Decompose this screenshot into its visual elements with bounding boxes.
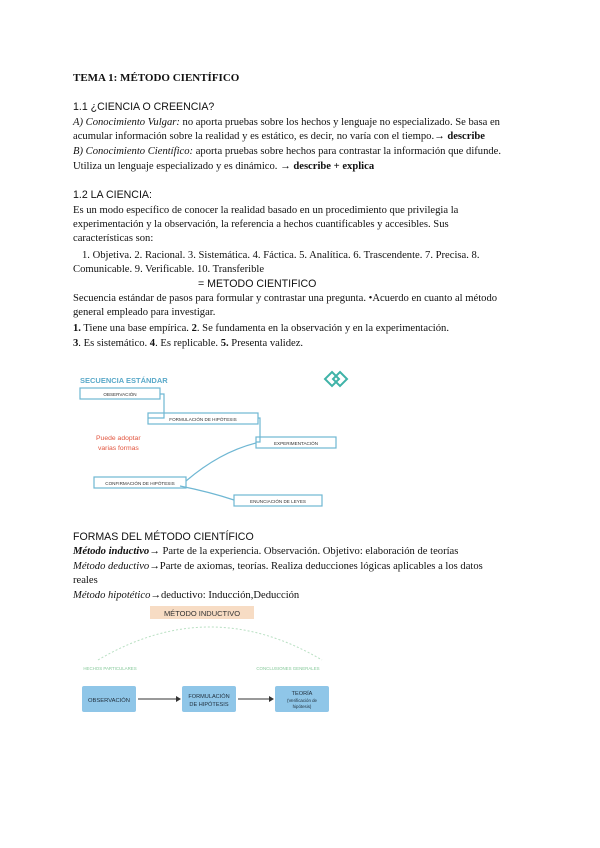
secuencia-paragraph-2: general empleado para investigar. <box>73 307 216 318</box>
arrow-vulgar: → <box>434 131 445 142</box>
ciencia-paragraph-3: características son: <box>73 233 154 244</box>
note-line-1: Puede adoptar <box>96 435 141 442</box>
box-teoria-label-3: hipótesis) <box>292 704 312 709</box>
characteristics-list-1: 1. Objetiva. 2. Racional. 3. Sistemática. 4. Fáctica. 5. Analítica. 6. Trascendente. 7. Precisa. 8. <box>82 250 480 261</box>
feature-number-1: 1. <box>73 323 81 334</box>
step-label-experimentacion: EXPERIMENTACIÓN <box>273 441 319 446</box>
connector-4 <box>180 486 234 500</box>
ciencia-paragraph-1: Es un modo específico de conocer la realidad basado en un procedimiento que privilegia la <box>73 205 459 216</box>
induction-arc <box>98 627 322 660</box>
feature-number-4: 4 <box>149 338 156 349</box>
diamond-logo-icon <box>325 372 347 386</box>
metodo-deductivo-line <box>73 560 483 573</box>
metodo-inductivo-diagram <box>70 602 360 720</box>
label-conclusiones-generales: CONCLUSIONES GENERALES <box>256 666 320 671</box>
metodo-cientifico-label: = METODO CIENTIFICO <box>198 278 317 290</box>
box-formulacion-label-1: FORMULACIÓN <box>188 694 230 700</box>
feature-text-1: Tiene una base empírica. <box>80 323 192 334</box>
note-line-2: varias formas <box>98 445 139 452</box>
diagram2-title: MÉTODO INDUCTIVO <box>163 609 241 618</box>
paragraph-cientifico-2 <box>73 160 374 173</box>
paragraph-vulgar-2 <box>73 130 485 143</box>
text-hipotetico: →deductivo: Inducción,Deducción <box>150 590 300 601</box>
connector-1 <box>148 394 164 418</box>
label-inductivo: Método inductivo <box>73 546 150 557</box>
section-heading-1-2: 1.2 LA CIENCIA: <box>73 189 152 201</box>
paragraph-cientifico-1 <box>73 145 501 158</box>
metodo-hipotetico-line <box>73 589 299 602</box>
secuencia-diagram <box>60 362 360 512</box>
page-title: TEMA 1: MÉTODO CIENTÍFICO <box>73 72 240 84</box>
step-label-observacion: OBSERVACIÓN <box>103 392 137 397</box>
connector-3 <box>186 443 256 481</box>
arrow-2-head <box>269 696 274 702</box>
label-vulgar: A) Conocimiento Vulgar: <box>73 117 180 128</box>
feature-text-4: . Es replicable. <box>155 338 221 349</box>
box-teoria-label-1: TEORÍA <box>291 691 313 697</box>
step-label-confirmacion: CONFIRMACIÓN DE HIPÓTESIS <box>105 481 175 486</box>
text-inductivo: → Parte de la experiencia. Observación. Objetivo: elaboración de teorías <box>149 546 459 557</box>
arrow-1-head <box>176 696 181 702</box>
bold-describe-explica: describe + explica <box>293 161 375 172</box>
feature-text-5: Presenta validez. <box>228 338 304 349</box>
ciencia-paragraph-2: experimentación y la observación, la referencia a hechos cuantificables y accesibles. Sus <box>73 219 449 230</box>
characteristics-list-2: Comunicable. 9. Verificable. 10. Transferible <box>73 264 265 275</box>
text-vulgar-2: acumular información sobre la realidad y es estático, es decir, no varía con el tiempo. <box>73 131 435 142</box>
bold-describe: describe <box>444 131 485 142</box>
features-line-2 <box>73 337 303 350</box>
label-cientifico: B) Conocimiento Científico: <box>73 146 194 157</box>
metodo-inductivo-line <box>73 545 458 558</box>
features-line-1 <box>73 322 449 335</box>
step-label-leyes: ENUNCIACIÓN DE LEYES <box>250 499 306 504</box>
label-deductivo: Método deductivo <box>73 561 150 572</box>
feature-number-5: 5. <box>220 338 229 349</box>
diagram1-title: SECUENCIA ESTÁNDAR <box>80 376 168 385</box>
text-deductivo: →Parte de axiomas, teorías. Realiza deducciones lógicas aplicables a los datos <box>149 561 483 572</box>
metodo-deductivo-line-2: reales <box>73 575 98 586</box>
formas-heading: FORMAS DEL MÉTODO CIENTÍFICO <box>73 531 254 543</box>
text-vulgar-1: no aporta pruebas sobre los hechos y lenguaje no especializado. Se basa en <box>179 117 500 128</box>
box-observacion-label: OBSERVACIÓN <box>88 698 130 704</box>
feature-number-3: 3 <box>73 338 79 349</box>
secuencia-paragraph-1: Secuencia estándar de pasos para formular y contrastar una pregunta. •Acuerdo en cuanto al método <box>73 293 498 304</box>
feature-number-2: 2 <box>191 323 197 334</box>
section-heading-1-1: 1.1 ¿CIENCIA O CREENCIA? <box>73 101 215 113</box>
paragraph-vulgar-1 <box>73 116 500 129</box>
box-teoria-label-2: (Verificación de <box>286 698 318 703</box>
feature-text-3: . Es sistemático. <box>78 338 150 349</box>
label-hechos-particulares: HECHOS PARTICULARES <box>83 666 137 671</box>
feature-text-2: . Se fundamenta en la observación y en la experimentación. <box>196 323 449 334</box>
text-cientifico-1: aporta pruebas sobre hechos para contrastar la información que difunde. <box>193 146 502 157</box>
step-label-hipotesis: FORMULACIÓN DE HIPÓTESIS <box>169 417 237 422</box>
text-cientifico-2: Utiliza un lenguaje especializado y es dinámico. → <box>73 161 294 172</box>
label-hipotetico: Método hipotético <box>73 590 151 601</box>
box-formulacion-label-2: DE HIPÓTESIS <box>189 702 229 708</box>
